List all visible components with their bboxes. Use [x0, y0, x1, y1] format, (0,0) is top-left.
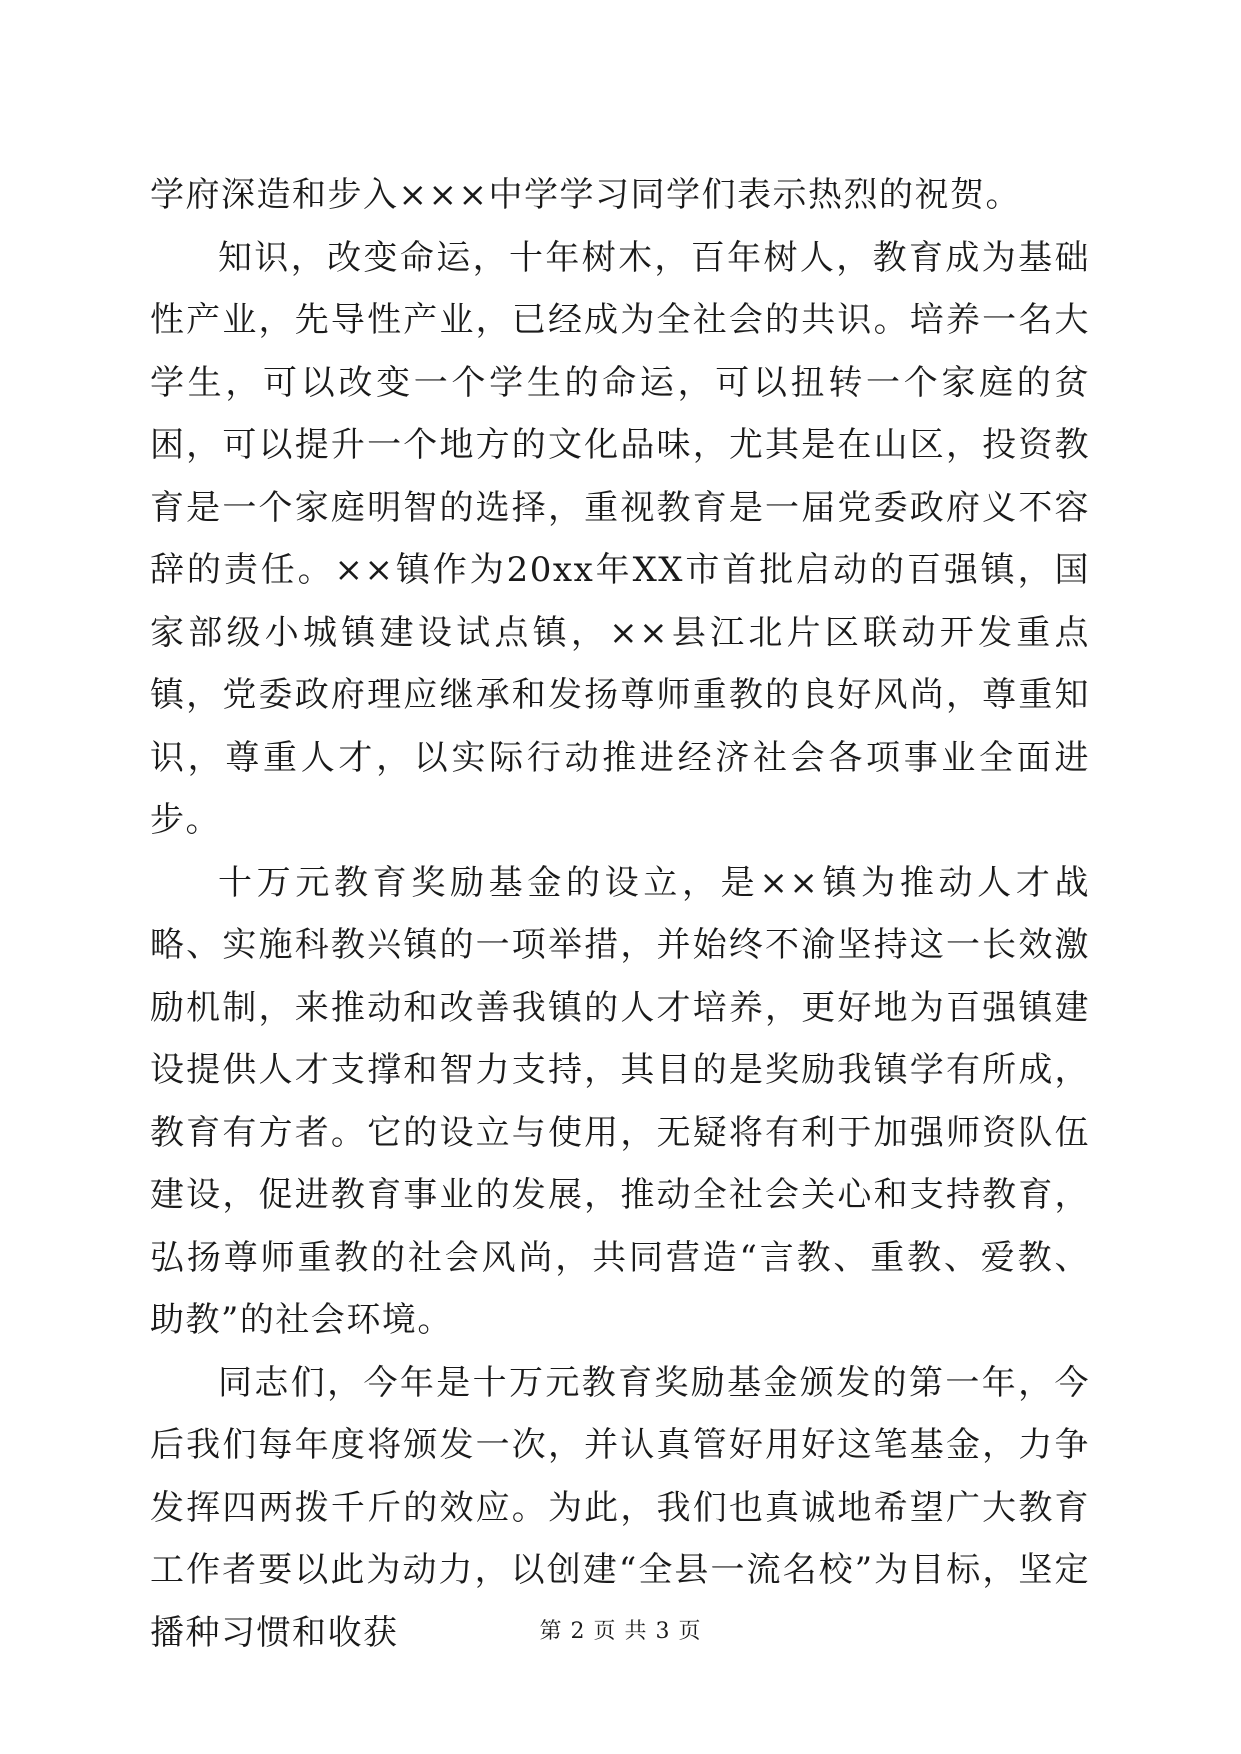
- paragraph-1: 学府深造和步入×××中学学习同学们表示热烈的祝贺。: [150, 175, 1021, 215]
- document-body: [150, 164, 1090, 1664]
- page-number-footer: 第 2 页 共 3 页: [539, 1619, 702, 1644]
- paragraph-4: 同志们，今年是十万元教育奖励基金颁发的第一年，今后我们每年度将颁发一次，并认真管好用好这笔基金，力争发挥四两拨千斤的效应。为此，我们也真诚地希望广大教育工作者要以此为动力，以创建“全县一流名校”为目标，坚定播种习惯和收获: [150, 1362, 1090, 1653]
- paragraph-2: 知识，改变命运，十年树木，百年树人，教育成为基础性产业，先导性产业，已经成为全社会的共识。培养一名大学生，可以改变一个学生的命运，可以扭转一个家庭的贫困，可以提升一个地方的文化品味，尤其是在山区，投资教育是一个家庭明智的选择，重视教育是一届党委政府义不容辞的责任。××镇作为20xx年XX市首批启动的百强镇，国家部级小城镇建设试点镇，××县江北片区联动开发重点镇，党委政府理应继承和发扬尊师重教的良好风尚，尊重知识，尊重人才，以实际行动推进经济社会各项事业全面进步。: [150, 237, 1090, 840]
- paragraph-3: 十万元教育奖励基金的设立，是××镇为推动人才战略、实施科教兴镇的一项举措，并始终不渝坚持这一长效激励机制，来推动和改善我镇的人才培养，更好地为百强镇建设提供人才支撑和智力支持，其目的是奖励我镇学有所成，教育有方者。它的设立与使用，无疑将有利于加强师资队伍建设，促进教育事业的发展，推动全社会关心和支持教育，弘扬尊师重教的社会风尚，共同营造“言教、重教、爱教、助教”的社会环境。: [150, 862, 1090, 1340]
